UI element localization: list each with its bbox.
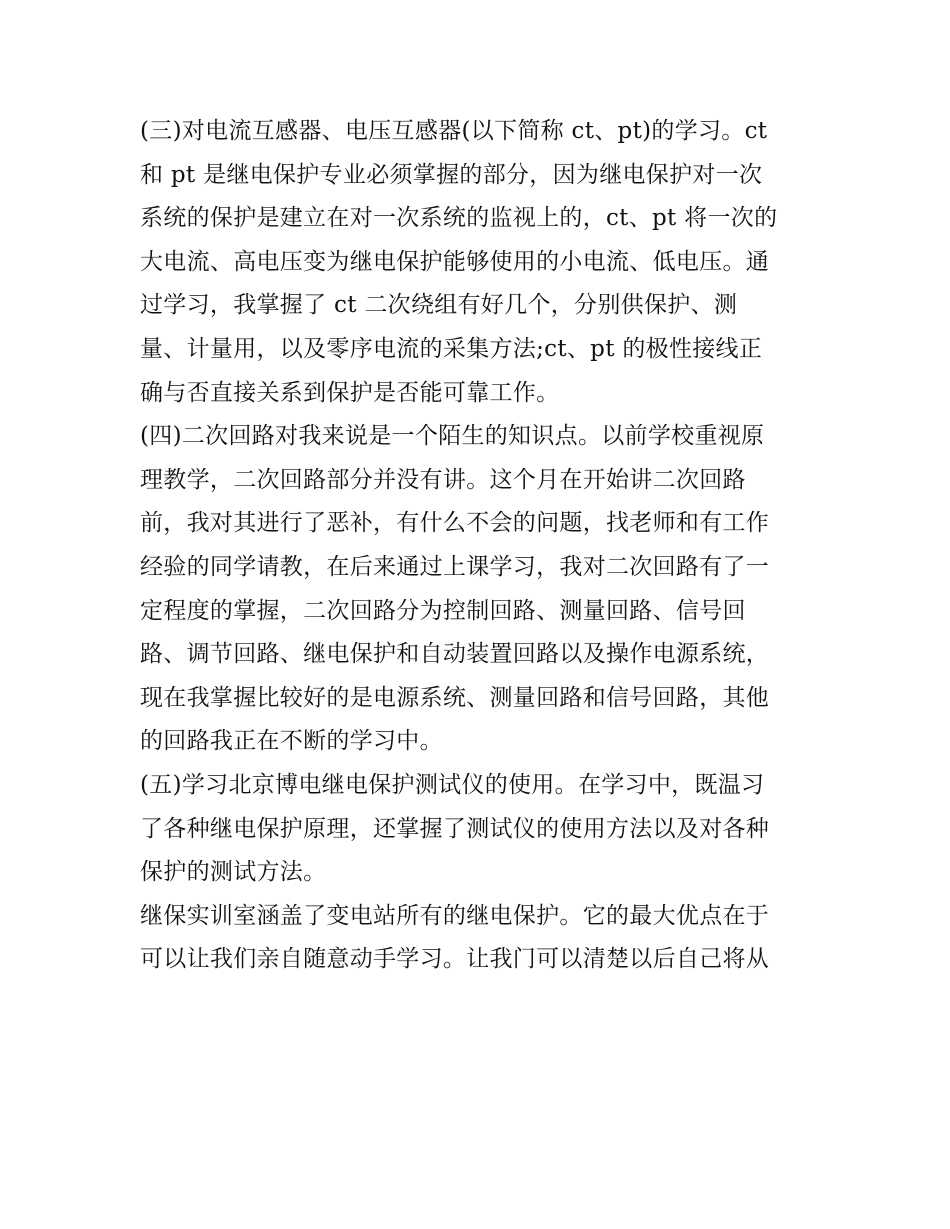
text-line: (四)二次回路对我来说是一个陌生的知识点。以前学校重视原 xyxy=(140,423,765,450)
text-line: 理教学，二次回路部分并没有讲。这个月在开始讲二次回路 xyxy=(140,466,746,493)
text-line: 和 pt 是继电保护专业必须掌握的部分，因为继电保护对一次 xyxy=(140,161,763,188)
text-line: 确与否直接关系到保护是否能可靠工作。 xyxy=(140,379,560,406)
text-line: 定程度的掌握，二次回路分为控制回路、测量回路、信号回 xyxy=(140,597,746,624)
text-line: 路、调节回路、继电保护和自动装置回路以及操作电源系统， xyxy=(140,641,770,668)
text-line: (五)学习北京博电继电保护测试仪的使用。在学习中，既温习 xyxy=(140,771,765,798)
text-line: 可以让我们亲自随意动手学习。让我门可以清楚以后自己将从 xyxy=(140,946,770,973)
text-line: 前，我对其进行了恶补，有什么不会的问题，找老师和有工作 xyxy=(140,510,770,537)
text-line: 继保实训室涵盖了变电站所有的继电保护。它的最大优点在于 xyxy=(140,902,770,929)
text-line: 大电流、高电压变为继电保护能够使用的小电流、低电压。通 xyxy=(140,248,770,275)
text-line: 保护的测试方法。 xyxy=(140,859,327,886)
text-line: 现在我掌握比较好的是电源系统、测量回路和信号回路，其他 xyxy=(140,684,770,711)
text-line: 经验的同学请教，在后来通过上课学习，我对二次回路有了一 xyxy=(140,553,770,580)
text-line: 了各种继电保护原理，还掌握了测试仪的使用方法以及对各种 xyxy=(140,815,770,842)
text-line: 的回路我正在不断的学习中。 xyxy=(140,728,443,755)
text-line: 过学习，我掌握了 ct 二次绕组有好几个，分别供保护、测 xyxy=(140,292,738,319)
text-line: 系统的保护是建立在对一次系统的监视上的，ct、pt 将一次的 xyxy=(140,205,778,232)
document-body xyxy=(140,110,820,982)
text-line: 量、计量用，以及零序电流的采集方法;ct、pt 的极性接线正 xyxy=(140,335,763,362)
text-line: (三)对电流互感器、电压互感器(以下简称 ct、pt)的学习。ct xyxy=(140,118,768,144)
